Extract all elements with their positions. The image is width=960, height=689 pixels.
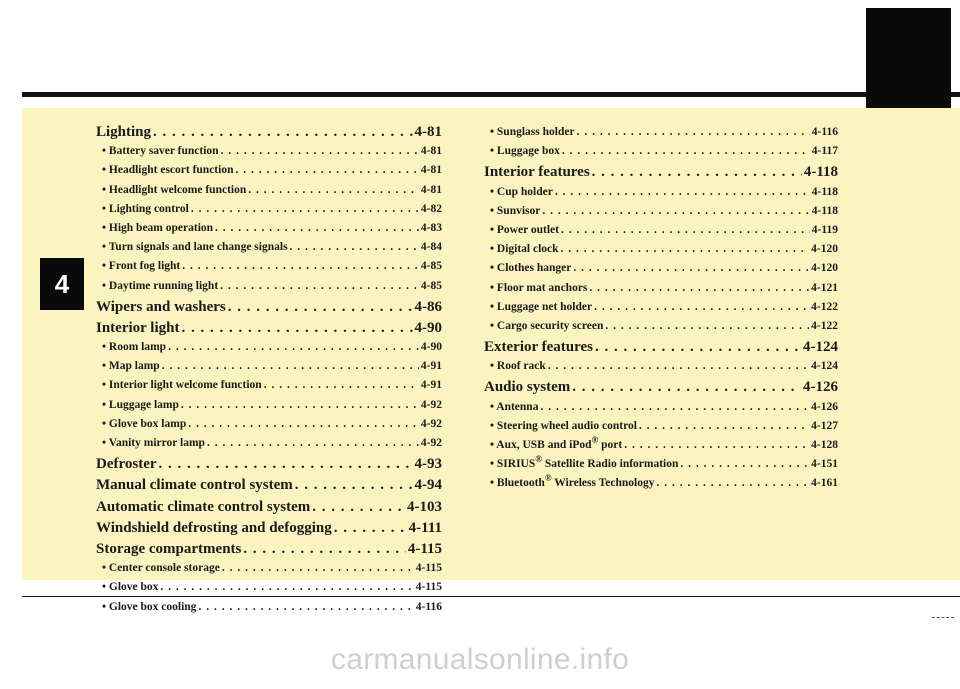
- dot-leader: [561, 240, 810, 259]
- toc-entry-page: 4-161: [811, 477, 838, 490]
- toc-subentry[interactable]: [96, 238, 442, 257]
- toc-entry-page: 4-122: [811, 319, 838, 332]
- toc-section-entry[interactable]: [96, 123, 442, 142]
- toc-section-entry[interactable]: [96, 298, 442, 317]
- dot-leader: [159, 455, 413, 474]
- toc-subentry[interactable]: [96, 376, 442, 395]
- toc-subentry[interactable]: [96, 415, 442, 434]
- toc-entry-page: 4-115: [407, 540, 442, 557]
- toc-entry-page: 4-92: [420, 437, 442, 449]
- toc-entry-label: Interior features: [484, 164, 590, 181]
- toc-subentry[interactable]: [484, 455, 838, 474]
- dot-leader: [656, 474, 809, 493]
- dot-leader: [191, 200, 419, 219]
- toc-subentry[interactable]: [96, 142, 442, 161]
- toc-entry-label: Lighting: [96, 124, 152, 140]
- dot-leader: [168, 338, 419, 357]
- toc-subentry[interactable]: [484, 357, 838, 376]
- dot-leader: [572, 378, 801, 397]
- dot-leader: [595, 338, 801, 357]
- toc-entry-label: • Steering wheel audio control: [490, 419, 637, 432]
- dot-leader: [153, 123, 412, 142]
- toc-entry-label: • Clothes hanger: [490, 262, 572, 275]
- dot-leader: [228, 298, 413, 317]
- toc-subentry[interactable]: [484, 279, 838, 298]
- toc-entry-page: 4-81: [420, 183, 442, 196]
- toc-entry-page: 4-111: [408, 519, 442, 536]
- toc-subentry[interactable]: [96, 338, 442, 357]
- toc-entry-page: 4-116: [415, 600, 442, 613]
- toc-right-column: [484, 123, 838, 494]
- toc-entry-label: • Antenna: [490, 400, 539, 413]
- dot-leader: [243, 540, 405, 559]
- toc-entry-page: 4-120: [811, 243, 838, 256]
- toc-entry-label: Windshield defrosting and defogging: [96, 519, 332, 536]
- toc-entry-page: 4-85: [420, 260, 442, 273]
- toc-subentry[interactable]: [96, 357, 442, 376]
- toc-subentry[interactable]: [96, 277, 442, 296]
- toc-entry-label: Audio system: [484, 379, 571, 396]
- toc-entry-page: 4-121: [811, 281, 838, 294]
- toc-entry-label: Interior light: [96, 319, 180, 336]
- dot-leader: [207, 434, 419, 453]
- dot-leader: [548, 357, 809, 376]
- watermark: carmanualsonline.info: [330, 643, 630, 676]
- toc-entry-page: 4-91: [420, 360, 442, 373]
- toc-entry-label: • Daytime running light: [102, 279, 219, 292]
- dot-leader: [605, 317, 809, 336]
- toc-section-entry[interactable]: [96, 476, 442, 495]
- toc-entry-label: • Lighting control: [102, 202, 189, 215]
- toc-subentry[interactable]: [484, 317, 838, 336]
- bottom-rule: [22, 596, 960, 597]
- toc-section-entry[interactable]: [96, 319, 442, 338]
- dot-leader: [160, 578, 413, 597]
- dot-leader: [181, 396, 419, 415]
- dot-leader: [181, 319, 412, 338]
- dot-leader: [188, 415, 419, 434]
- toc-entry-page: 4-128: [811, 439, 838, 451]
- dot-leader: [540, 398, 809, 417]
- dot-leader: [561, 221, 810, 240]
- toc-entry-page: 4-81: [420, 145, 442, 158]
- dot-leader: [562, 142, 810, 161]
- toc-entry-label: • Floor mat anchors: [490, 281, 588, 294]
- toc-entry-page: 4-117: [811, 145, 838, 158]
- toc-entry-page: 4-90: [420, 341, 442, 354]
- toc-subentry[interactable]: [484, 183, 838, 202]
- toc-entry-label: Automatic climate control system: [96, 498, 311, 515]
- toc-left-column: [96, 123, 442, 617]
- toc-entry-label: • Luggage box: [490, 145, 560, 158]
- toc-entry-page: 4-92: [420, 398, 442, 411]
- toc-subentry[interactable]: [484, 240, 838, 259]
- toc-entry-page: 4-118: [811, 204, 838, 217]
- toc-entry-label: • Power outlet: [490, 223, 559, 236]
- dot-leader: [248, 181, 419, 200]
- toc-entry-page: 4-120: [811, 262, 838, 275]
- dot-leader: [680, 455, 809, 474]
- toc-subentry[interactable]: [96, 181, 442, 200]
- toc-entry-label: • Luggage net holder: [490, 300, 593, 313]
- toc-section-entry[interactable]: [96, 455, 442, 474]
- toc-entry-label: • Turn signals and lane change signals: [102, 241, 288, 254]
- dot-leader: [215, 219, 419, 238]
- toc-entry-page: 4-84: [420, 241, 442, 254]
- toc-subentry[interactable]: [484, 259, 838, 278]
- toc-subentry[interactable]: [96, 559, 442, 578]
- toc-entry-page: 4-115: [415, 562, 442, 575]
- toc-section-entry[interactable]: [484, 163, 838, 182]
- toc-entry-label: • Glove box lamp: [102, 417, 187, 430]
- toc-entry-label: • Aux, USB and iPod® port: [490, 436, 623, 451]
- toc-section-entry[interactable]: [484, 378, 838, 397]
- toc-entry-label: • Digital clock: [490, 243, 559, 256]
- toc-subentry[interactable]: [96, 598, 442, 617]
- toc-entry-label: • Front fog light: [102, 260, 181, 273]
- toc-entry-page: 4-124: [803, 339, 838, 356]
- dot-leader: [182, 257, 419, 276]
- toc-entry-page: 4-83: [420, 221, 442, 234]
- toc-section-entry[interactable]: [96, 498, 442, 517]
- toc-entry-page: 4-126: [803, 379, 838, 396]
- toc-subentry[interactable]: [96, 257, 442, 276]
- dot-leader: [594, 298, 809, 317]
- toc-entry-label: • Interior light welcome function: [102, 379, 262, 392]
- toc-entry-page: 4-118: [811, 185, 838, 198]
- toc-entry-page: 4-124: [811, 360, 838, 373]
- toc-subentry[interactable]: [96, 219, 442, 238]
- toc-entry-page: 4-85: [420, 279, 442, 292]
- toc-entry-page: 4-118: [803, 164, 838, 181]
- toc-subentry[interactable]: [96, 578, 442, 597]
- toc-entry-page: 4-81: [414, 124, 442, 140]
- toc-entry-label: • Sunvisor: [490, 204, 541, 217]
- toc-subentry[interactable]: [484, 221, 838, 240]
- dot-leader: [542, 202, 809, 221]
- toc-entry-page: 4-103: [407, 498, 442, 515]
- toc-entry-page: 4-119: [811, 223, 838, 236]
- dot-leader: [312, 498, 405, 517]
- toc-entry-label: • Glove box cooling: [102, 600, 197, 613]
- page-marker: [932, 617, 954, 618]
- dot-leader: [577, 123, 810, 142]
- dot-leader: [198, 598, 413, 617]
- toc-entry-label: • Luggage lamp: [102, 398, 179, 411]
- toc-entry-label: • Cargo security screen: [490, 319, 604, 332]
- toc-entry-label: Exterior features: [484, 339, 593, 356]
- dot-leader: [624, 436, 809, 455]
- toc-entry-label: • Bluetooth® Wireless Technology: [490, 474, 655, 490]
- toc-subentry[interactable]: [484, 123, 838, 142]
- toc-entry-label: • Cup holder: [490, 185, 553, 198]
- dot-leader: [592, 163, 802, 182]
- toc-entry-label: • Roof rack: [490, 360, 546, 373]
- toc-entry-label: • Sunglass holder: [490, 126, 575, 138]
- dot-leader: [589, 279, 809, 298]
- corner-block: [866, 8, 951, 108]
- toc-subentry[interactable]: [484, 474, 838, 493]
- toc-section-entry[interactable]: [484, 338, 838, 357]
- toc-entry-page: 4-127: [811, 419, 838, 432]
- toc-entry-label: • Vanity mirror lamp: [102, 437, 205, 449]
- toc-subentry[interactable]: [484, 142, 838, 161]
- toc-entry-label: • Map lamp: [102, 360, 160, 373]
- toc-entry-page: 4-93: [414, 456, 442, 473]
- toc-subentry[interactable]: [484, 398, 838, 417]
- toc-section-entry[interactable]: [96, 519, 442, 538]
- toc-entry-page: 4-126: [811, 400, 838, 413]
- toc-subentry[interactable]: [484, 298, 838, 317]
- toc-entry-label: Defroster: [96, 456, 157, 473]
- toc-subentry[interactable]: [96, 161, 442, 180]
- toc-entry-label: • SIRIUS® Satellite Radio information: [490, 455, 679, 471]
- dot-leader: [264, 376, 419, 395]
- toc-entry-page: 4-122: [811, 300, 838, 313]
- toc-subentry[interactable]: [484, 436, 838, 455]
- toc-entry-label: Storage compartments: [96, 540, 242, 557]
- toc-subentry[interactable]: [484, 417, 838, 436]
- toc-entry-page: 4-81: [420, 164, 442, 177]
- toc-entry-label: Wipers and washers: [96, 298, 226, 315]
- toc-subentry[interactable]: [96, 396, 442, 415]
- toc-entry-page: 4-90: [414, 319, 442, 336]
- toc-entry-page: 4-86: [414, 298, 442, 315]
- chapter-tab: 4: [40, 258, 84, 310]
- toc-subentry[interactable]: [484, 202, 838, 221]
- dot-leader: [295, 476, 413, 495]
- toc-section-entry[interactable]: [96, 540, 442, 559]
- toc-entry-label: Manual climate control system: [96, 477, 293, 494]
- toc-subentry[interactable]: [96, 200, 442, 219]
- dot-leader: [290, 238, 419, 257]
- toc-subentry[interactable]: [96, 434, 442, 453]
- toc-entry-label: • Headlight escort function: [102, 164, 234, 177]
- dot-leader: [334, 519, 407, 538]
- toc-entry-page: 4-91: [420, 379, 442, 392]
- dot-leader: [639, 417, 809, 436]
- toc-entry-page: 4-151: [811, 458, 838, 471]
- dot-leader: [573, 259, 809, 278]
- dot-leader: [221, 142, 419, 161]
- toc-entry-label: • Glove box: [102, 581, 159, 594]
- dot-leader: [162, 357, 419, 376]
- toc-entry-label: • High beam operation: [102, 221, 214, 234]
- toc-entry-page: 4-82: [420, 202, 442, 215]
- top-rule: [22, 92, 960, 97]
- dot-leader: [555, 183, 810, 202]
- toc-entry-label: • Headlight welcome function: [102, 183, 247, 196]
- dot-leader: [235, 161, 418, 180]
- toc-entry-page: 4-92: [420, 417, 442, 430]
- toc-entry-label: • Battery saver function: [102, 145, 219, 158]
- toc-entry-page: 4-115: [415, 581, 442, 594]
- toc-entry-label: • Room lamp: [102, 341, 167, 354]
- toc-entry-page: 4-116: [811, 126, 838, 138]
- dot-leader: [222, 559, 414, 578]
- dot-leader: [220, 277, 419, 296]
- toc-entry-label: • Center console storage: [102, 562, 220, 575]
- toc-entry-page: 4-94: [414, 477, 442, 494]
